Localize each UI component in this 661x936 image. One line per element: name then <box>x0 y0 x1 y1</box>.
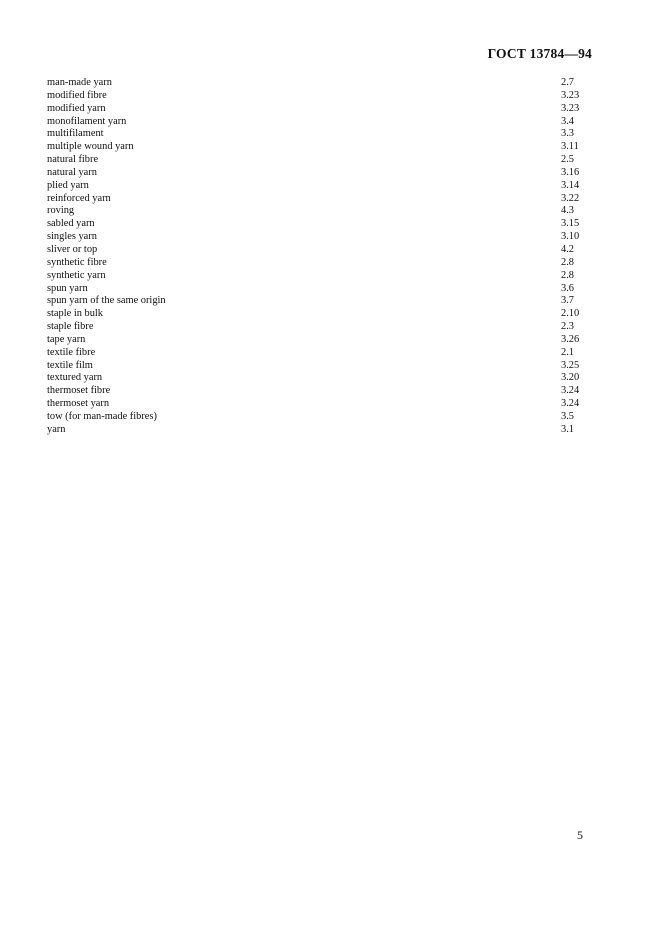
index-entry <box>47 218 592 231</box>
index-entry <box>47 270 592 283</box>
index-reference: 3.10 <box>561 231 580 243</box>
index-reference: 2.10 <box>561 308 580 320</box>
index-entry <box>47 411 592 424</box>
index-entry <box>47 295 592 308</box>
page-number: 5 <box>577 828 583 842</box>
index-term: sabled yarn <box>47 218 95 230</box>
index-reference: 3.16 <box>561 166 580 178</box>
index-term: thermoset yarn <box>47 398 110 410</box>
index-entry <box>47 128 592 141</box>
index-reference: 2.5 <box>561 154 574 166</box>
index-entry <box>47 103 592 116</box>
index-term: thermoset fibre <box>47 385 111 397</box>
standard-code-header: ГОСТ 13784—94 <box>487 46 592 61</box>
index-entry <box>47 141 592 154</box>
index-term: spun yarn <box>47 282 88 294</box>
index-term: textile film <box>47 359 93 371</box>
index-reference: 3.25 <box>561 359 580 371</box>
index-entry <box>47 372 592 385</box>
index-term: plied yarn <box>47 179 89 191</box>
index-entry <box>47 244 592 257</box>
index-entry <box>47 385 592 398</box>
index-term: singles yarn <box>47 231 97 243</box>
index-term: man-made yarn <box>47 77 112 88</box>
index-entry <box>47 154 592 167</box>
index-term: synthetic fibre <box>47 256 107 268</box>
index-entry <box>47 90 592 103</box>
index-entry <box>47 334 592 347</box>
index-reference: 3.23 <box>561 89 580 101</box>
index-term: tape yarn <box>47 333 86 345</box>
index-term: spun yarn of the same origin <box>47 295 166 307</box>
index-reference: 3.26 <box>561 333 580 345</box>
index-entry <box>47 205 592 218</box>
index-term: textile fibre <box>47 346 96 358</box>
index-entry <box>47 257 592 270</box>
index-reference: 3.5 <box>561 410 574 422</box>
index-entry <box>47 321 592 334</box>
index-entry <box>47 283 592 296</box>
index-entry <box>47 231 592 244</box>
index-reference: 3.1 <box>561 423 574 435</box>
index-reference: 4.2 <box>561 243 574 255</box>
index-entry <box>47 116 592 129</box>
index-term: monofilament yarn <box>47 115 127 127</box>
index-entry <box>47 424 592 437</box>
index-term: sliver or top <box>47 243 98 255</box>
index-entry <box>47 167 592 180</box>
index-term: modified fibre <box>47 89 107 101</box>
index-reference: 3.20 <box>561 372 580 384</box>
index-entry <box>47 193 592 206</box>
index-term: synthetic yarn <box>47 269 106 281</box>
index-term: reinforced yarn <box>47 192 111 204</box>
index-entry <box>47 308 592 321</box>
index-term: staple in bulk <box>47 308 103 320</box>
index-term: natural fibre <box>47 154 99 166</box>
index-term: modified yarn <box>47 102 106 114</box>
index-reference: 3.24 <box>561 398 580 410</box>
index-reference: 3.15 <box>561 218 580 230</box>
index-reference: 3.24 <box>561 385 580 397</box>
index-reference: 3.6 <box>561 282 574 294</box>
index-reference: 2.8 <box>561 256 574 268</box>
index-entry <box>47 347 592 360</box>
term-index-list <box>47 77 592 437</box>
index-reference: 3.4 <box>561 115 574 127</box>
index-reference: 3.23 <box>561 102 580 114</box>
index-term: textured yarn <box>47 372 103 384</box>
index-term: natural yarn <box>47 166 97 178</box>
index-reference: 2.1 <box>561 346 574 358</box>
index-reference: 3.3 <box>561 128 574 140</box>
index-reference: 3.22 <box>561 192 580 204</box>
index-reference: 3.14 <box>561 179 580 191</box>
index-reference: 2.7 <box>561 77 574 88</box>
index-term: yarn <box>47 423 66 435</box>
index-term: multifilament <box>47 128 104 140</box>
index-term: staple fibre <box>47 321 94 333</box>
index-reference: 4.3 <box>561 205 574 217</box>
index-term: multiple wound yarn <box>47 141 134 153</box>
index-reference: 2.3 <box>561 321 574 333</box>
index-entry <box>47 360 592 373</box>
index-entry <box>47 77 592 90</box>
index-term: roving <box>47 205 75 217</box>
index-reference: 3.7 <box>561 295 574 307</box>
index-reference: 2.8 <box>561 269 574 281</box>
index-reference: 3.11 <box>561 141 579 153</box>
index-entry <box>47 398 592 411</box>
index-term: tow (for man-made fibres) <box>47 410 157 422</box>
index-entry <box>47 180 592 193</box>
